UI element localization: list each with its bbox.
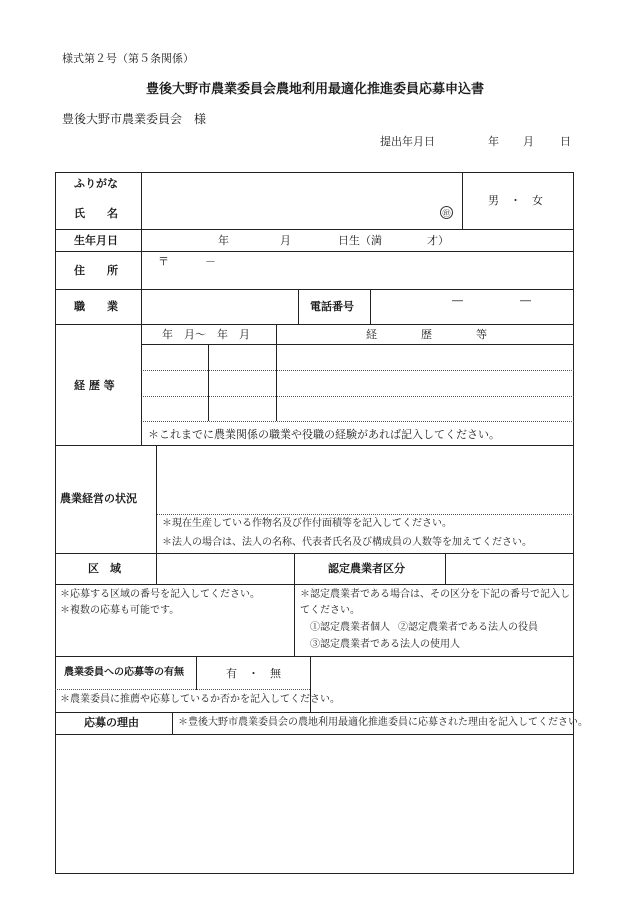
form-number: 様式第２号（第５条関係） bbox=[62, 52, 194, 65]
area-note-1: ＊応募する区域の番号を記入してください。 bbox=[60, 589, 260, 600]
phone-dash-2: ― bbox=[520, 294, 531, 307]
committee-label: 農業委員への応募等の有無 bbox=[64, 667, 184, 678]
submit-year: 年 bbox=[488, 135, 499, 148]
farm-status-note-1: ＊現在生産している作物名及び作付面積等を記入してください。 bbox=[162, 518, 452, 529]
certified-note-line-2: てください。 bbox=[300, 605, 360, 616]
gender-choice: 男 ・ 女 bbox=[488, 194, 543, 207]
birth-age-unit: 才） bbox=[427, 234, 449, 247]
name-label: 氏 名 bbox=[74, 207, 118, 220]
phone-dash-1: ― bbox=[452, 294, 463, 307]
page-title: 豊後大野市農業委員会農地利用最適化推進委員応募申込書 bbox=[145, 82, 484, 97]
farm-status-note-2: ＊法人の場合は、法人の名称、代表者氏名及び構成員の人数等を加えてください。 bbox=[162, 537, 532, 548]
certified-option-1: ①認定農業者個人 bbox=[310, 622, 390, 633]
career-label: 経 歴 等 bbox=[74, 379, 115, 392]
certified-option-3: ③認定農業者である法人の使用人 bbox=[310, 639, 460, 650]
certified-note-line-1: ＊認定農業者である場合は、その区分を下記の番号で記入し bbox=[300, 589, 570, 600]
phone-label: 電話番号 bbox=[310, 300, 354, 313]
postal-dash: － bbox=[205, 255, 216, 268]
career-detail-header: 経 歴 等 bbox=[366, 328, 487, 341]
addressee: 豊後大野市農業委員会 様 bbox=[62, 112, 207, 126]
reason-note: ＊豊後大野市農業委員会の農地利用最適化推進委員に応募された理由を記入してください。 bbox=[178, 717, 588, 728]
certified-label: 認定農業者区分 bbox=[328, 562, 405, 575]
submit-day: 日 bbox=[560, 135, 571, 148]
birth-month: 月 bbox=[280, 234, 291, 247]
career-period-header: 年 月～ 年 月 bbox=[162, 328, 250, 341]
career-note: ＊これまでに農業関係の職業や役職の経験があれば記入してください。 bbox=[148, 428, 500, 441]
farm-status-label: 農業経営の状況 bbox=[60, 492, 137, 505]
postal-mark: 〒 bbox=[158, 255, 169, 268]
committee-choice: 有 ・ 無 bbox=[226, 667, 281, 680]
reason-label: 応募の理由 bbox=[84, 716, 139, 729]
certified-option-2: ②認定農業者である法人の役員 bbox=[398, 622, 538, 633]
birth-year: 年 bbox=[218, 234, 229, 247]
address-label: 住 所 bbox=[74, 264, 118, 277]
occupation-label: 職 業 bbox=[74, 300, 118, 313]
birth-label: 生年月日 bbox=[74, 234, 118, 247]
area-note-2: ＊複数の応募も可能です。 bbox=[60, 605, 180, 616]
submit-month: 月 bbox=[523, 135, 534, 148]
birth-day-age: 日生（満 bbox=[338, 234, 382, 247]
furigana-label: ふりがな bbox=[74, 177, 118, 190]
committee-note: ＊農業委員に推薦や応募しているか否かを記入してください。 bbox=[60, 694, 340, 705]
area-label: 区 域 bbox=[88, 562, 121, 575]
submit-date-label: 提出年月日 bbox=[380, 135, 435, 148]
seal-mark: ㊞ bbox=[440, 206, 453, 219]
